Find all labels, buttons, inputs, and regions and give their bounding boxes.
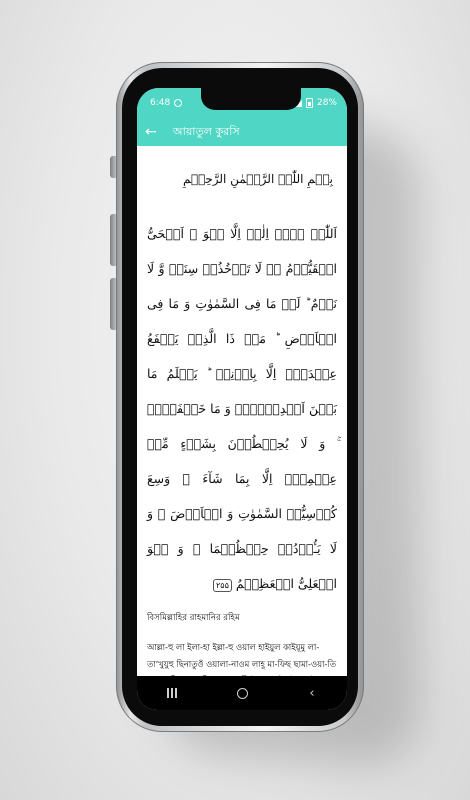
chevron-left-icon: ‹ xyxy=(309,685,315,701)
app-bar xyxy=(137,118,347,146)
status-left xyxy=(150,98,182,108)
bismillah-arabic: بِسۡمِ اللّٰہِ الرَّحۡمٰنِ الرَّحِیۡمِ xyxy=(182,172,333,186)
ayah-content[interactable] xyxy=(137,146,347,676)
recent-apps-icon xyxy=(167,688,177,698)
battery-percent: 28% xyxy=(316,98,337,108)
ayah-arabic: اَللّٰہُ لَاۤ اِلٰہَ اِلَّا ہُوَ ۚ اَلۡحَیُّ الۡقَیُّوۡمُ ۬ۚ لَا تَاۡخُذُہٗ سِنَۃٌ وَّ لَا نَوۡمٌ ؕ لَہٗ مَا فِی السَّمٰوٰتِ وَ مَا فِی الۡاَرۡضِ ؕ مَنۡ ذَا الَّذِیۡ یَشۡفَعُ عِنۡدَہٗۤ اِلَّا بِاِذۡنِہٖ ؕ یَعۡلَمُ مَا بَیۡنَ اَیۡدِیۡہِمۡ وَ مَا خَلۡفَہُمۡ ۚ وَ لَا یُحِیۡطُوۡنَ بِشَیۡءٍ مِّنۡ عِلۡمِہٖۤ اِلَّا بِمَا شَآءَ ۚ وَسِعَ کُرۡسِیُّہُ السَّمٰوٰتِ وَ الۡاَرۡضَ ۚ وَ لَا یَـُٔوۡدُہٗ حِفۡظُہُمَا ۚ وَ ہُوَ الۡعَلِیُّ الۡعَظِیۡمُ xyxy=(147,226,337,591)
status-notification-icon xyxy=(174,99,182,107)
transliteration-text: আল্লা-হু লা ইলা-হা ইল্লা-হু ওয়াল হাইয়ুল কাইয়ূমু লা-তা’খুযুহু ছিনাতুওঁ ওয়ালা-নাওম লাহূ মা-ফিছ ছামা-ওয়া-তি xyxy=(147,642,336,669)
arrow-left-icon[interactable]: ← xyxy=(145,124,157,140)
bismillah-bangla: বিসমিল্লাহির রাহমানির রহিম xyxy=(147,613,240,623)
home-button[interactable] xyxy=(227,683,257,703)
ayah-arabic-text xyxy=(147,216,337,601)
camera-notch xyxy=(201,88,301,110)
phone-screen xyxy=(137,88,347,710)
battery-icon xyxy=(306,98,313,108)
page-title: আয়াতুল কুরসি xyxy=(173,124,240,138)
system-back-button[interactable] xyxy=(297,683,327,703)
ayah-number-marker: ۲۵۵ xyxy=(213,579,232,592)
status-bar xyxy=(137,88,347,118)
home-circle-icon xyxy=(237,688,248,699)
status-time: 6:48 xyxy=(150,98,171,108)
system-nav-bar xyxy=(137,676,347,710)
recent-apps-button[interactable] xyxy=(157,683,187,703)
